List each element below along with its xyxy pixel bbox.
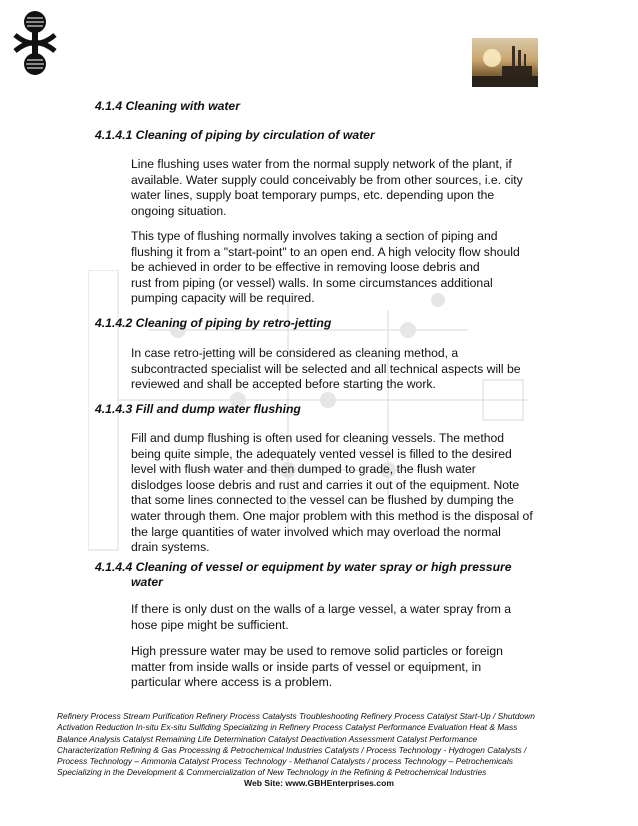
text-line: be achieved in order to be effective in removing loose debris and (131, 260, 480, 275)
footer-line: Characterization Refining & Gas Processing & Petrochemical Industries Catalysts / Process Technology - Hydrogen Catalysts / (57, 744, 527, 755)
subsection-heading: 4.1.4.2 Cleaning of piping by retro-jetting (95, 316, 332, 330)
footer-line: Refinery Process Stream Purification Refinery Process Catalysts Troubleshooting Refinery Process Catalyst Start-Up / Shutdown (57, 711, 535, 721)
refinery-photo-icon (472, 38, 538, 87)
text-line: dislodges loose debris and rust and carries it out of the equipment. Note (131, 477, 520, 492)
text-line: Line flushing uses water from the normal supply network of the plant, if (131, 157, 512, 171)
subsection-heading-continued: water (131, 575, 163, 589)
text-line: Fill and dump flushing is often used for cleaning vessels. The method (131, 431, 505, 445)
paragraph (131, 229, 520, 307)
text-line: This type of flushing normally involves taking a section of piping and (131, 229, 498, 243)
text-line: pumping capacity will be required. (131, 291, 315, 306)
paragraph (131, 157, 523, 219)
section-heading: 4.1.4 Cleaning with water (95, 99, 240, 113)
text-line: In case retro-jetting will be considered as cleaning method, a (131, 346, 459, 360)
text-line: subcontracted specialist will be selected and all technical aspects will be (131, 361, 521, 376)
paragraph (131, 644, 503, 691)
text-line: particular where access is a problem. (131, 675, 333, 690)
text-line: the large quantities of water involved which may overload the normal (131, 524, 501, 539)
footer-text (57, 711, 535, 779)
text-line: reviewed and shall be accepted before starting the work. (131, 377, 436, 392)
text-line: drain systems. (131, 540, 210, 555)
footer-line: Activation Reduction In-situ Ex-situ Sulfiding Specializing in Refinery Process Catalyst Performance Evaluation Heat & Mass (57, 722, 518, 733)
subsection-heading: 4.1.4.1 Cleaning of piping by circulation of water (95, 128, 375, 142)
website-link[interactable]: Web Site: www.GBHEnterprises.com (244, 778, 394, 788)
paragraph (131, 602, 511, 633)
paragraph (131, 431, 533, 556)
text-line: that some lines connected to the vessel can be flushed by dumping the (131, 493, 514, 508)
company-logo-icon (12, 8, 58, 78)
text-line: level with flush water and then dumped to grade, the flush water (131, 462, 476, 477)
text-line: water through them. One major problem with this method is the disposal of (131, 508, 533, 523)
text-line: water lines, supply boat temporary pumps, etc. depending upon the (131, 188, 495, 203)
text-line: ongoing situation. (131, 203, 227, 218)
text-line: flushing it from a "start-point" to an open end. A high velocity flow should (131, 244, 520, 259)
text-line: available. Water supply could conceivably be from other sources, i.e. city (131, 172, 523, 187)
footer-line: Specializing in the Development & Commercialization of New Technology in the Refining & Petrochemical Industries (57, 767, 487, 778)
text-line: High pressure water may be used to remove solid particles or foreign (131, 644, 503, 658)
text-line: hose pipe might be sufficient. (131, 617, 289, 632)
paragraph (131, 346, 521, 393)
company-logo (12, 8, 58, 78)
footer-line: Process Technology – Ammonia Catalyst Process Technology - Methanol Catalysts / process Technology – Petrochemicals (57, 756, 513, 767)
refinery-photo (472, 38, 538, 87)
subsection-heading: 4.1.4.4 Cleaning of vessel or equipment by water spray or high pressure (95, 560, 512, 574)
text-line: being quite simple, the adequately vented vessel is filled to the desired (131, 446, 512, 461)
footer-line: Balance Analysis Catalyst Remaining Life Determination Catalyst Deactivation Assessment Catalyst Performance (57, 733, 478, 744)
text-line: matter from inside walls or inside parts of vessel or equipment, in (131, 659, 482, 674)
subsection-heading: 4.1.4.3 Fill and dump water flushing (95, 402, 301, 416)
text-line: If there is only dust on the walls of a large vessel, a water spray from a (131, 602, 512, 616)
text-line: rust from piping (or vessel) walls. In some circumstances additional (131, 275, 493, 290)
